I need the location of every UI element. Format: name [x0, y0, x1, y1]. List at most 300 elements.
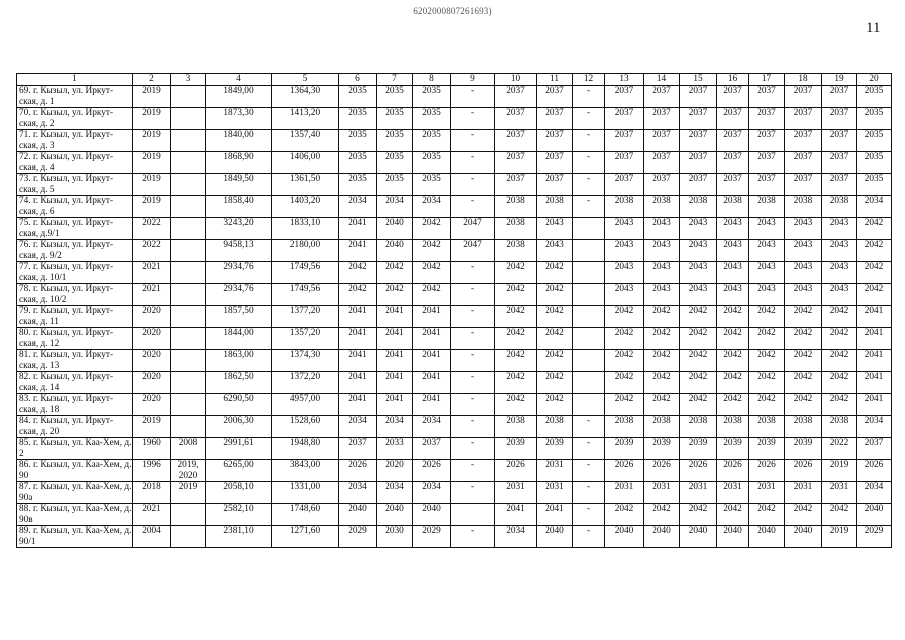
- value-cell: 2034: [857, 196, 892, 218]
- value-cell: 2042: [717, 394, 749, 416]
- value-cell: 2038: [717, 196, 749, 218]
- value-cell: 2026: [785, 460, 822, 482]
- value-cell: 4957,00: [272, 394, 339, 416]
- value-cell: 2037: [644, 152, 680, 174]
- value-cell: 2035: [377, 108, 413, 130]
- value-cell: 2042: [822, 504, 857, 526]
- value-cell: 2019, 2020: [171, 460, 206, 482]
- address-cell: 80. г. Кызыл, ул. Иркут-ская, д. 12: [17, 328, 133, 350]
- table-row: [17, 152, 892, 174]
- value-cell: 2037: [785, 86, 822, 108]
- value-cell: 2042: [822, 306, 857, 328]
- value-cell: 2042: [495, 262, 537, 284]
- address-cell: 81. г. Кызыл, ул. Иркут-ская, д. 13: [17, 350, 133, 372]
- value-cell: -: [451, 394, 495, 416]
- address-cell: 87. г. Кызыл, ул. Каа-Хем, д. 90а: [17, 482, 133, 504]
- value-cell: 2043: [605, 284, 644, 306]
- page-number: 11: [866, 20, 881, 36]
- value-cell: 1849,00: [206, 86, 272, 108]
- value-cell: 1357,20: [272, 328, 339, 350]
- value-cell: 2042: [680, 328, 717, 350]
- value-cell: 2037: [495, 152, 537, 174]
- value-cell: 2026: [495, 460, 537, 482]
- value-cell: 2038: [605, 416, 644, 438]
- value-cell: [171, 108, 206, 130]
- table-row: [17, 306, 892, 328]
- value-cell: 2042: [605, 504, 644, 526]
- value-cell: 2041: [339, 350, 377, 372]
- value-cell: 2034: [495, 526, 537, 548]
- column-number: 18: [785, 74, 822, 86]
- value-cell: 2042: [605, 350, 644, 372]
- value-cell: 2037: [680, 174, 717, 196]
- value-cell: 2043: [749, 262, 785, 284]
- value-cell: 2035: [413, 152, 451, 174]
- value-cell: 2039: [680, 438, 717, 460]
- value-cell: 1948,80: [272, 438, 339, 460]
- value-cell: [573, 284, 605, 306]
- value-cell: 2043: [537, 240, 573, 262]
- value-cell: 2022: [133, 240, 171, 262]
- value-cell: 1844,00: [206, 328, 272, 350]
- value-cell: 2019: [133, 416, 171, 438]
- value-cell: 2041: [413, 306, 451, 328]
- value-cell: 2180,00: [272, 240, 339, 262]
- value-cell: 2043: [644, 218, 680, 240]
- value-cell: 2042: [785, 306, 822, 328]
- value-cell: 2043: [680, 262, 717, 284]
- value-cell: 3243,20: [206, 218, 272, 240]
- value-cell: 1858,40: [206, 196, 272, 218]
- value-cell: 2018: [133, 482, 171, 504]
- value-cell: -: [451, 152, 495, 174]
- value-cell: 2043: [605, 218, 644, 240]
- value-cell: 2047: [451, 240, 495, 262]
- column-number: 10: [495, 74, 537, 86]
- value-cell: 1748,60: [272, 504, 339, 526]
- value-cell: 2035: [377, 152, 413, 174]
- value-cell: -: [451, 130, 495, 152]
- value-cell: 2041: [377, 328, 413, 350]
- value-cell: 2043: [785, 262, 822, 284]
- value-cell: 2043: [749, 240, 785, 262]
- value-cell: 2043: [822, 284, 857, 306]
- value-cell: 2020: [133, 372, 171, 394]
- value-cell: 2042: [717, 372, 749, 394]
- value-cell: 2035: [377, 174, 413, 196]
- value-cell: 2022: [133, 218, 171, 240]
- value-cell: [171, 328, 206, 350]
- value-cell: [451, 504, 495, 526]
- value-cell: 1403,20: [272, 196, 339, 218]
- value-cell: 2041: [857, 372, 892, 394]
- value-cell: 2022: [822, 438, 857, 460]
- value-cell: 2042: [749, 372, 785, 394]
- value-cell: 2031: [680, 482, 717, 504]
- value-cell: 2041: [857, 394, 892, 416]
- value-cell: -: [451, 482, 495, 504]
- value-cell: 2042: [413, 284, 451, 306]
- value-cell: 2019: [822, 460, 857, 482]
- column-number: 4: [206, 74, 272, 86]
- value-cell: 2034: [413, 482, 451, 504]
- value-cell: -: [573, 152, 605, 174]
- value-cell: 2042: [785, 394, 822, 416]
- value-cell: 2029: [339, 526, 377, 548]
- value-cell: 2038: [537, 196, 573, 218]
- value-cell: 2041: [339, 394, 377, 416]
- value-cell: 1364,30: [272, 86, 339, 108]
- value-cell: 9458,13: [206, 240, 272, 262]
- value-cell: 1849,50: [206, 174, 272, 196]
- value-cell: 2037: [644, 86, 680, 108]
- value-cell: 2031: [749, 482, 785, 504]
- value-cell: 2042: [857, 284, 892, 306]
- value-cell: 2037: [537, 86, 573, 108]
- value-cell: 2037: [749, 86, 785, 108]
- value-cell: [171, 240, 206, 262]
- value-cell: 2042: [413, 262, 451, 284]
- value-cell: 2042: [537, 350, 573, 372]
- table-row: [17, 196, 892, 218]
- value-cell: 2042: [537, 262, 573, 284]
- value-cell: 2019: [133, 108, 171, 130]
- value-cell: 2038: [495, 416, 537, 438]
- value-cell: 2042: [749, 328, 785, 350]
- value-cell: 2038: [749, 416, 785, 438]
- value-cell: 2021: [133, 284, 171, 306]
- value-cell: 2035: [413, 108, 451, 130]
- table-row: [17, 262, 892, 284]
- value-cell: -: [451, 108, 495, 130]
- value-cell: 2019: [133, 196, 171, 218]
- value-cell: [573, 218, 605, 240]
- table-row: [17, 482, 892, 504]
- value-cell: 2042: [717, 328, 749, 350]
- value-cell: [171, 504, 206, 526]
- value-cell: 2041: [537, 504, 573, 526]
- value-cell: 2042: [537, 394, 573, 416]
- value-cell: 2034: [339, 416, 377, 438]
- value-cell: 2035: [413, 174, 451, 196]
- value-cell: 2037: [717, 130, 749, 152]
- value-cell: 2038: [822, 196, 857, 218]
- value-cell: 1377,20: [272, 306, 339, 328]
- value-cell: 2035: [857, 174, 892, 196]
- value-cell: 2037: [537, 108, 573, 130]
- value-cell: 1372,20: [272, 372, 339, 394]
- value-cell: [171, 416, 206, 438]
- value-cell: 2043: [717, 218, 749, 240]
- value-cell: -: [573, 460, 605, 482]
- header-row: [17, 74, 892, 86]
- value-cell: 2040: [377, 218, 413, 240]
- value-cell: 2041: [377, 350, 413, 372]
- value-cell: 2019: [171, 482, 206, 504]
- value-cell: 2039: [495, 438, 537, 460]
- value-cell: 2021: [133, 504, 171, 526]
- value-cell: 2038: [785, 416, 822, 438]
- address-cell: 75. г. Кызыл, ул. Иркут-ская, д.9/1: [17, 218, 133, 240]
- value-cell: 2026: [339, 460, 377, 482]
- value-cell: -: [451, 306, 495, 328]
- address-cell: 85. г. Кызыл, ул. Каа-Хем, д. 2: [17, 438, 133, 460]
- value-cell: 1374,30: [272, 350, 339, 372]
- value-cell: 2037: [822, 108, 857, 130]
- value-cell: 1857,50: [206, 306, 272, 328]
- table-row: [17, 284, 892, 306]
- value-cell: 2029: [413, 526, 451, 548]
- value-cell: [573, 350, 605, 372]
- value-cell: 2038: [717, 416, 749, 438]
- value-cell: 2034: [377, 416, 413, 438]
- value-cell: 1833,10: [272, 218, 339, 240]
- column-number: 13: [605, 74, 644, 86]
- value-cell: 2042: [495, 328, 537, 350]
- value-cell: 2038: [680, 196, 717, 218]
- value-cell: 1868,90: [206, 152, 272, 174]
- value-cell: 2026: [605, 460, 644, 482]
- value-cell: [171, 306, 206, 328]
- value-cell: -: [451, 438, 495, 460]
- value-cell: 2040: [339, 504, 377, 526]
- value-cell: -: [573, 504, 605, 526]
- value-cell: 2042: [680, 504, 717, 526]
- value-cell: 6290,50: [206, 394, 272, 416]
- value-cell: 2042: [605, 328, 644, 350]
- value-cell: [171, 394, 206, 416]
- value-cell: 1996: [133, 460, 171, 482]
- value-cell: 2026: [857, 460, 892, 482]
- value-cell: 2031: [717, 482, 749, 504]
- value-cell: 2035: [413, 86, 451, 108]
- value-cell: 2037: [605, 174, 644, 196]
- address-cell: 84. г. Кызыл, ул. Иркут-ская, д. 20: [17, 416, 133, 438]
- value-cell: -: [451, 86, 495, 108]
- value-cell: 2058,10: [206, 482, 272, 504]
- value-cell: 2042: [749, 350, 785, 372]
- value-cell: 2026: [717, 460, 749, 482]
- value-cell: 2043: [749, 284, 785, 306]
- value-cell: 2042: [644, 350, 680, 372]
- value-cell: -: [573, 130, 605, 152]
- value-cell: 2037: [785, 108, 822, 130]
- value-cell: 2039: [537, 438, 573, 460]
- value-cell: 2035: [377, 86, 413, 108]
- table-row: [17, 416, 892, 438]
- value-cell: 2042: [495, 284, 537, 306]
- housing-repair-table: [16, 73, 892, 548]
- value-cell: 2934,76: [206, 284, 272, 306]
- value-cell: 1406,00: [272, 152, 339, 174]
- value-cell: 2042: [785, 372, 822, 394]
- value-cell: 2040: [413, 504, 451, 526]
- value-cell: 2037: [644, 108, 680, 130]
- value-cell: 2038: [495, 196, 537, 218]
- value-cell: 2026: [644, 460, 680, 482]
- value-cell: [573, 262, 605, 284]
- value-cell: 2038: [822, 416, 857, 438]
- table-row: [17, 460, 892, 482]
- value-cell: -: [451, 284, 495, 306]
- value-cell: 2040: [857, 504, 892, 526]
- value-cell: 2042: [822, 328, 857, 350]
- value-cell: 2035: [857, 130, 892, 152]
- value-cell: 2043: [785, 218, 822, 240]
- address-cell: 82. г. Кызыл, ул. Иркут-ская, д. 14: [17, 372, 133, 394]
- value-cell: 2040: [377, 504, 413, 526]
- value-cell: 2034: [339, 482, 377, 504]
- value-cell: 2034: [413, 196, 451, 218]
- value-cell: 2934,76: [206, 262, 272, 284]
- value-cell: 2031: [785, 482, 822, 504]
- value-cell: 2043: [822, 218, 857, 240]
- value-cell: 2042: [644, 372, 680, 394]
- value-cell: 2034: [377, 196, 413, 218]
- value-cell: 2031: [822, 482, 857, 504]
- value-cell: 2042: [537, 328, 573, 350]
- value-cell: 2043: [680, 218, 717, 240]
- value-cell: 2037: [749, 108, 785, 130]
- value-cell: 2020: [377, 460, 413, 482]
- value-cell: [171, 174, 206, 196]
- table-row: [17, 108, 892, 130]
- value-cell: 2039: [717, 438, 749, 460]
- value-cell: 2035: [857, 86, 892, 108]
- value-cell: 2042: [605, 306, 644, 328]
- value-cell: 2043: [680, 284, 717, 306]
- value-cell: -: [573, 526, 605, 548]
- table-row: [17, 394, 892, 416]
- address-cell: 74. г. Кызыл, ул. Иркут-ская, д. 6: [17, 196, 133, 218]
- address-cell: 72. г. Кызыл, ул. Иркут-ская, д. 4: [17, 152, 133, 174]
- value-cell: -: [573, 174, 605, 196]
- value-cell: 2042: [749, 394, 785, 416]
- value-cell: -: [573, 482, 605, 504]
- value-cell: 2020: [133, 394, 171, 416]
- value-cell: 1863,00: [206, 350, 272, 372]
- column-number: 17: [749, 74, 785, 86]
- value-cell: 2037: [680, 86, 717, 108]
- value-cell: 2019: [133, 152, 171, 174]
- value-cell: 2037: [644, 174, 680, 196]
- value-cell: 2038: [495, 240, 537, 262]
- value-cell: 1361,50: [272, 174, 339, 196]
- value-cell: 2034: [857, 416, 892, 438]
- value-cell: 2037: [749, 174, 785, 196]
- address-cell: 77. г. Кызыл, ул. Иркут-ская, д. 10/1: [17, 262, 133, 284]
- value-cell: 2042: [605, 394, 644, 416]
- value-cell: [573, 306, 605, 328]
- value-cell: 1357,40: [272, 130, 339, 152]
- value-cell: 2042: [339, 284, 377, 306]
- value-cell: 2039: [749, 438, 785, 460]
- value-cell: -: [451, 526, 495, 548]
- value-cell: 2042: [680, 394, 717, 416]
- value-cell: 2029: [857, 526, 892, 548]
- value-cell: 2043: [822, 262, 857, 284]
- value-cell: 2042: [644, 394, 680, 416]
- value-cell: -: [573, 86, 605, 108]
- value-cell: 2041: [339, 240, 377, 262]
- value-cell: [171, 526, 206, 548]
- value-cell: 2035: [339, 86, 377, 108]
- value-cell: 2042: [537, 306, 573, 328]
- value-cell: 2043: [717, 262, 749, 284]
- table-row: [17, 328, 892, 350]
- value-cell: 2040: [644, 526, 680, 548]
- value-cell: 1331,00: [272, 482, 339, 504]
- value-cell: 2041: [339, 306, 377, 328]
- value-cell: -: [451, 174, 495, 196]
- value-cell: 2031: [605, 482, 644, 504]
- value-cell: 1873,30: [206, 108, 272, 130]
- table-row: [17, 174, 892, 196]
- column-number: 19: [822, 74, 857, 86]
- value-cell: 2037: [717, 108, 749, 130]
- value-cell: 2034: [413, 416, 451, 438]
- value-cell: 2037: [680, 130, 717, 152]
- table-row: [17, 504, 892, 526]
- value-cell: 2043: [680, 240, 717, 262]
- value-cell: 2038: [749, 196, 785, 218]
- value-cell: 2037: [857, 438, 892, 460]
- value-cell: 6265,00: [206, 460, 272, 482]
- value-cell: -: [451, 328, 495, 350]
- value-cell: 2039: [644, 438, 680, 460]
- value-cell: 2039: [785, 438, 822, 460]
- value-cell: 1413,20: [272, 108, 339, 130]
- value-cell: 2031: [495, 482, 537, 504]
- value-cell: 2041: [339, 218, 377, 240]
- value-cell: 1528,60: [272, 416, 339, 438]
- table-row: [17, 372, 892, 394]
- value-cell: 2037: [822, 130, 857, 152]
- address-cell: 83. г. Кызыл, ул. Иркут-ская, д. 18: [17, 394, 133, 416]
- value-cell: 2043: [605, 262, 644, 284]
- value-cell: 2042: [822, 394, 857, 416]
- value-cell: 2040: [537, 526, 573, 548]
- value-cell: 1960: [133, 438, 171, 460]
- value-cell: 2038: [680, 416, 717, 438]
- value-cell: [171, 196, 206, 218]
- value-cell: 2040: [749, 526, 785, 548]
- value-cell: 2042: [717, 306, 749, 328]
- value-cell: 2042: [644, 328, 680, 350]
- value-cell: 2006,30: [206, 416, 272, 438]
- value-cell: 2043: [644, 262, 680, 284]
- value-cell: 2040: [605, 526, 644, 548]
- value-cell: 2040: [680, 526, 717, 548]
- value-cell: 2041: [413, 350, 451, 372]
- value-cell: 2037: [822, 152, 857, 174]
- value-cell: 2035: [339, 152, 377, 174]
- value-cell: -: [451, 460, 495, 482]
- value-cell: 2037: [605, 152, 644, 174]
- value-cell: 2035: [413, 130, 451, 152]
- value-cell: 2037: [822, 174, 857, 196]
- value-cell: 2034: [857, 482, 892, 504]
- address-cell: 71. г. Кызыл, ул. Иркут-ская, д. 3: [17, 130, 133, 152]
- value-cell: 2042: [644, 306, 680, 328]
- address-cell: 73. г. Кызыл, ул. Иркут-ская, д. 5: [17, 174, 133, 196]
- value-cell: 2042: [680, 372, 717, 394]
- value-cell: 2042: [495, 350, 537, 372]
- value-cell: 2038: [495, 218, 537, 240]
- value-cell: 2040: [717, 526, 749, 548]
- value-cell: -: [451, 262, 495, 284]
- value-cell: 2038: [785, 196, 822, 218]
